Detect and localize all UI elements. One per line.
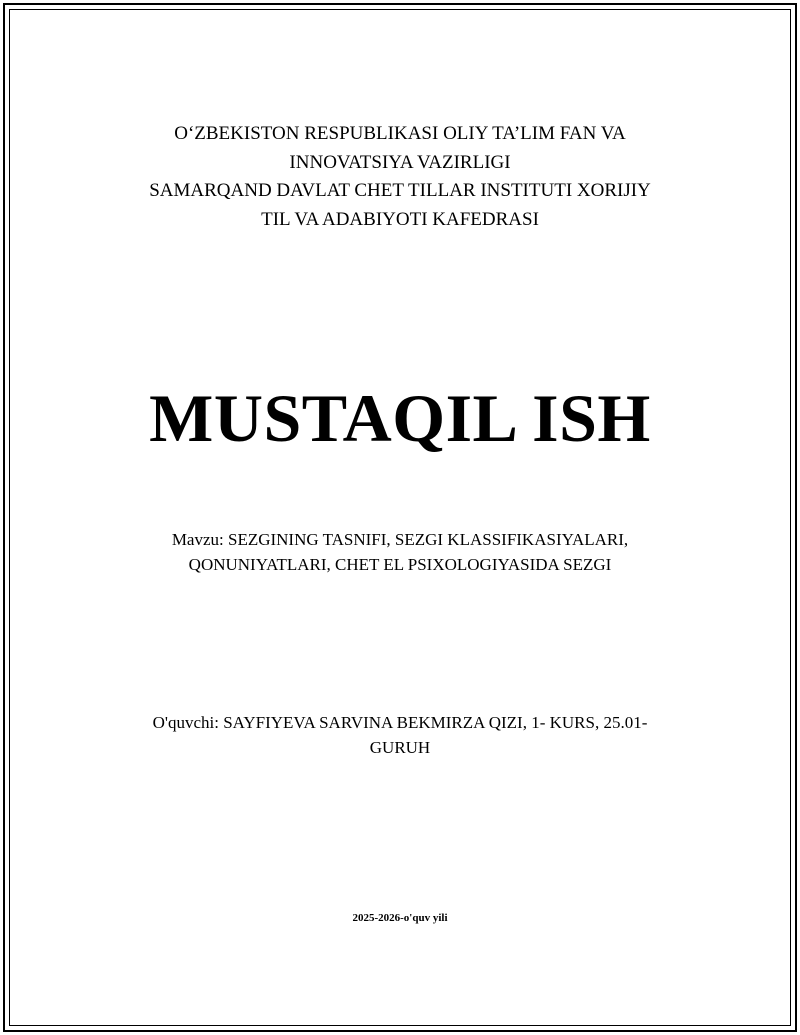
header-line-3: SAMARQAND DAVLAT CHET TILLAR INSTITUTI XORIJIY — [149, 180, 651, 201]
institution-header — [0, 120, 800, 234]
header-line-1: O‘ZBEKISTON RESPUBLIKASI OLIY TA’LIM FAN VA — [174, 123, 626, 144]
academic-year: 2025-2026-o'quv yili — [352, 912, 448, 924]
topic-line-1: Mavzu: SEZGINING TASNIFI, SEZGI KLASSIFIKASIYALARI, — [171, 530, 629, 549]
student-block — [0, 710, 800, 760]
header-line-2: INNOVATSIYA VAZIRLIGI — [289, 151, 511, 173]
topic-block — [0, 527, 800, 577]
document-title: MUSTAQIL ISH — [149, 380, 651, 456]
topic-line-2: QONUNIYATLARI, CHET EL PSIXOLOGIYASIDA SEZGI — [188, 555, 612, 574]
header-line-4: TIL VA ADABIYOTI KAFEDRASI — [261, 208, 539, 230]
student-line-1: O'quvchi: SAYFIYEVA SARVINA BEKMIRZA QIZI, 1- KURS, 25.01- — [152, 713, 648, 732]
student-line-2: GURUH — [369, 738, 431, 757]
